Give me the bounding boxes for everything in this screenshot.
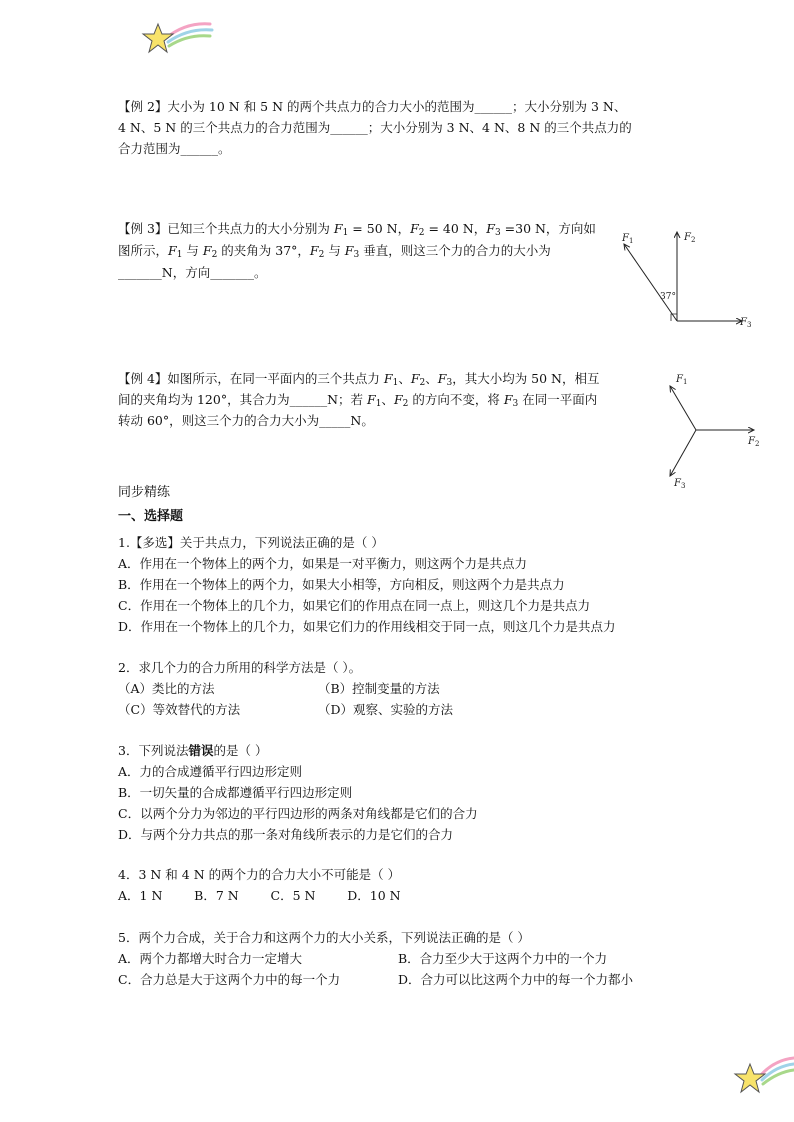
- example-4-line-1: 【例 4】如图所示，在同一平面内的三个共点力 $F_1$、$F_2$、$F_3$，其大小均为 50 N，相互: [118, 371, 600, 388]
- question-1-option-c: C．作用在一个物体上的几个力，如果它们的作用点在同一点上，则这几个力是共点力: [118, 598, 591, 613]
- question-3-option-a: A．力的合成遵循平行四边形定则: [118, 764, 303, 779]
- example-3-line-1: 【例 3】已知三个共点力的大小分别为 $F_1 = 50$ N，$F_2 = 40$ N，$F_3 =30$ N，方向如: [118, 221, 596, 238]
- example-3-force-diagram: [614, 222, 754, 334]
- question-5-option-d: D．合力可以比这两个力中的每一个力都小: [398, 972, 634, 987]
- question-2-option-d: （D）观察、实验的方法: [318, 702, 454, 717]
- question-2-option-c: （C）等效替代的方法: [118, 702, 241, 717]
- force-f1-arrow: [624, 244, 677, 321]
- angle-label: 37°: [660, 292, 676, 302]
- force-f1-arrow: [670, 386, 696, 430]
- question-2-stem: 2．求几个力的合力所用的科学方法是（ ）。: [118, 660, 362, 675]
- force-f2-label: $F_2$: [748, 436, 760, 448]
- question-2-option-b: （B）控制变量的方法: [318, 681, 440, 696]
- question-3-option-b: B．一切矢量的合成都遵循平行四边形定则: [118, 785, 353, 800]
- question-5-option-a: A．两个力都增大时合力一定增大: [118, 951, 303, 966]
- question-5-option-c: C．合力总是大于这两个力中的每一个力: [118, 972, 341, 987]
- example-3-line-2: 图所示，$F_1$ 与 $F_2$ 的夹角为 37°，$F_2$ 与 $F_3$ 垂直，则这三个力的合力的大小为: [118, 243, 551, 260]
- section-subtitle: 一、选择题: [118, 509, 184, 524]
- force-f3-label: $F_3$: [740, 317, 752, 329]
- force-f3-arrow: [670, 430, 696, 476]
- example-2-line-2: 4 N、5 N 的三个共点力的合力范围为______；大小分别为 3 N、4 N、8 N 的三个共点力的: [118, 120, 632, 135]
- question-5-option-b: B．合力至少大于这两个力中的一个力: [398, 951, 608, 966]
- question-1-option-a: A．作用在一个物体上的两个力，如果是一对平衡力，则这两个力是共点力: [118, 556, 528, 571]
- question-4-stem: 4．3 N 和 4 N 的两个力的合力大小不可能是（ ）: [118, 867, 401, 882]
- force-f3-label: $F_3$: [674, 478, 686, 490]
- question-3-option-c: C．以两个分力为邻边的平行四边形的两条对角线都是它们的合力: [118, 806, 478, 821]
- question-1-option-b: B．作用在一个物体上的两个力，如果大小相等，方向相反，则这两个力是共点力: [118, 577, 565, 592]
- shooting-star-icon: [138, 18, 214, 62]
- example-4-line-3: 转动 60°，则这三个力的合力大小为_____N。: [118, 413, 374, 428]
- question-1-stem: 1.【多选】关于共点力，下列说法正确的是（ ）: [118, 535, 384, 550]
- example-4-force-diagram: [664, 366, 768, 492]
- force-f1-label: $F_1$: [622, 233, 634, 245]
- question-3-option-d: D．与两个分力共点的那一条对角线所表示的力是它们的合力: [118, 827, 454, 842]
- force-f1-label: $F_1$: [676, 374, 688, 386]
- question-3-stem: 3．下列说法错误的是（ ）: [118, 743, 268, 758]
- question-5-stem: 5．两个力合成，关于合力和这两个力的大小关系，下列说法正确的是（ ）: [118, 930, 530, 945]
- example-3-line-3: _______N，方向_______。: [118, 265, 267, 280]
- section-title: 同步精练: [118, 485, 171, 500]
- force-f2-label: $F_2$: [684, 232, 696, 244]
- example-4-line-2: 间的夹角均为 120°，其合力为______N；若 $F_1$、$F_2$ 的方向不变，将 $F_3$ 在同一平面内: [118, 392, 598, 409]
- shooting-star-icon: [732, 1050, 794, 1100]
- example-2-line-1: 【例 2】大小为 10 N 和 5 N 的两个共点力的合力大小的范围为______；大小分别为 3 N、: [118, 99, 627, 114]
- question-4-options: A．1 N B．7 N C．5 N D．10 N: [118, 888, 401, 903]
- question-1-option-d: D．作用在一个物体上的几个力，如果它们力的作用线相交于同一点，则这几个力是共点力: [118, 619, 616, 634]
- example-2-line-3: 合力范围为______。: [118, 141, 231, 156]
- question-2-option-a: （A）类比的方法: [118, 681, 215, 696]
